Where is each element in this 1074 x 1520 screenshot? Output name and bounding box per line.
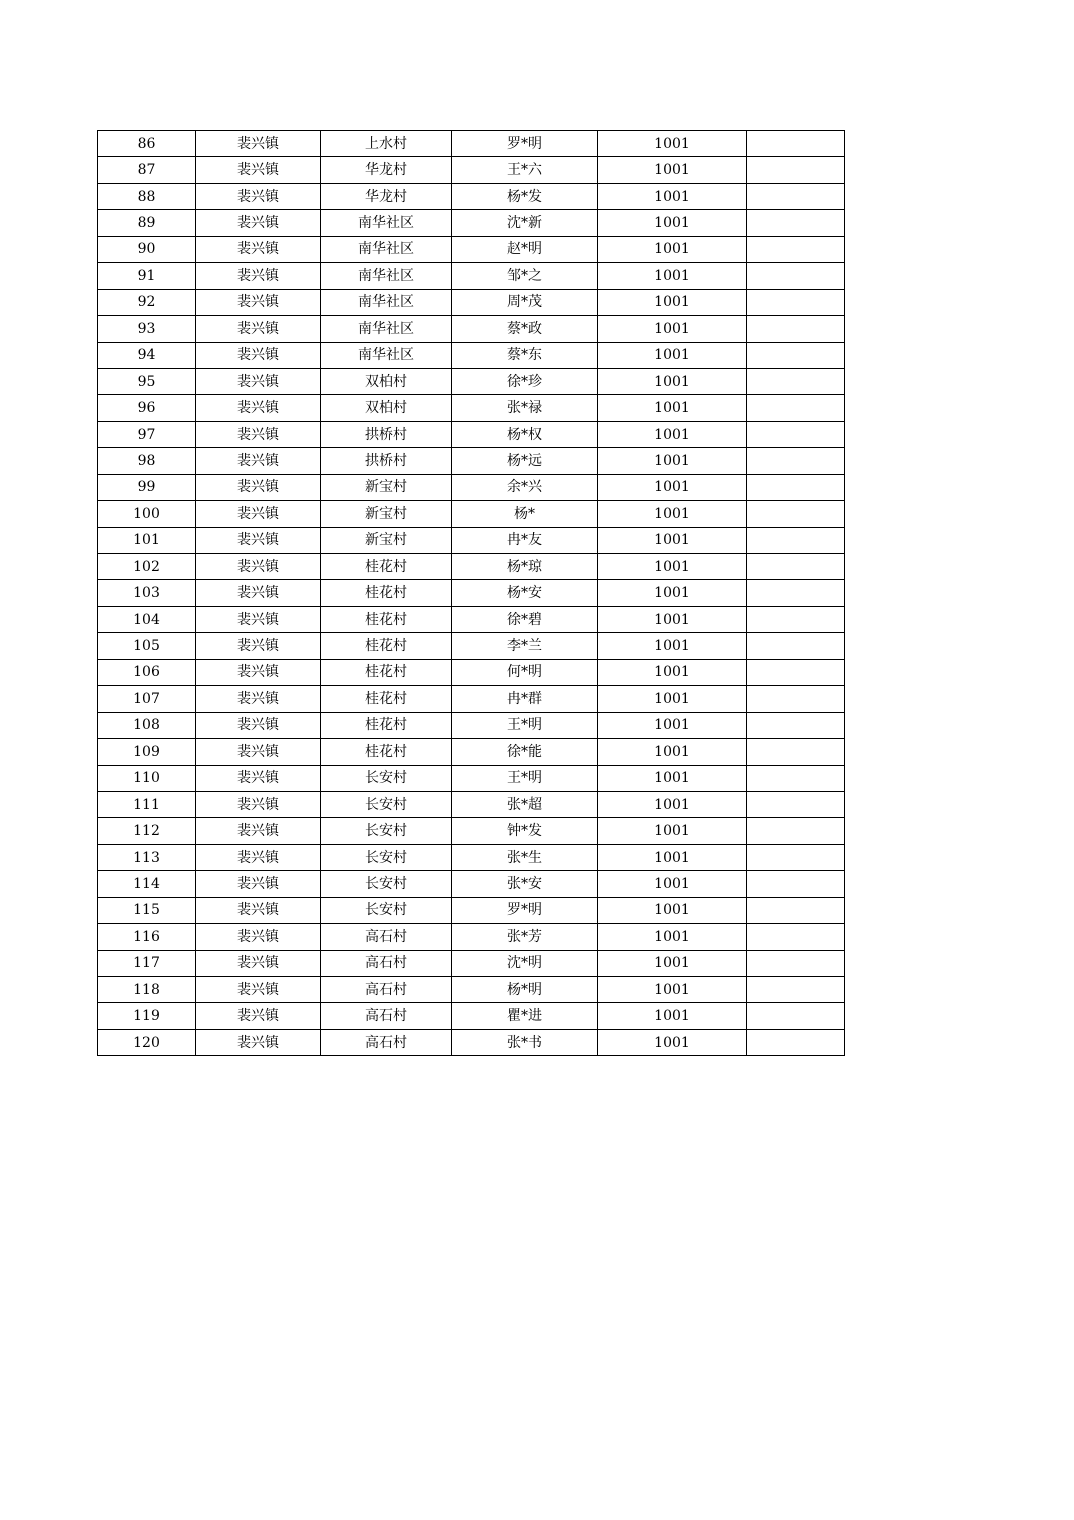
table-body: [98, 131, 845, 1056]
name-cell: 蔡*政: [452, 316, 598, 342]
remark-cell: [747, 739, 845, 765]
village-cell: 南华社区: [321, 342, 452, 368]
name-cell: 王*六: [452, 157, 598, 183]
name-cell: 张*安: [452, 871, 598, 897]
row-number-cell: 101: [98, 527, 196, 553]
town-cell: 裴兴镇: [196, 210, 321, 236]
remark-cell: [747, 791, 845, 817]
town-cell: 裴兴镇: [196, 739, 321, 765]
row-number-cell: 107: [98, 686, 196, 712]
village-cell: 长安村: [321, 818, 452, 844]
name-cell: 罗*明: [452, 131, 598, 157]
town-cell: 裴兴镇: [196, 157, 321, 183]
amount-cell: 1001: [598, 739, 747, 765]
table-row: [98, 554, 845, 580]
name-cell: 徐*能: [452, 739, 598, 765]
table-row: [98, 924, 845, 950]
name-cell: 邹*之: [452, 263, 598, 289]
name-cell: 罗*明: [452, 897, 598, 923]
village-cell: 长安村: [321, 844, 452, 870]
town-cell: 裴兴镇: [196, 1029, 321, 1055]
town-cell: 裴兴镇: [196, 950, 321, 976]
name-cell: 余*兴: [452, 474, 598, 500]
amount-cell: 1001: [598, 316, 747, 342]
row-number-cell: 92: [98, 289, 196, 315]
village-cell: 拱桥村: [321, 448, 452, 474]
amount-cell: 1001: [598, 791, 747, 817]
remark-cell: [747, 131, 845, 157]
town-cell: 裴兴镇: [196, 342, 321, 368]
village-cell: 长安村: [321, 791, 452, 817]
row-number-cell: 91: [98, 263, 196, 289]
town-cell: 裴兴镇: [196, 871, 321, 897]
row-number-cell: 114: [98, 871, 196, 897]
table-row: [98, 342, 845, 368]
amount-cell: 1001: [598, 395, 747, 421]
row-number-cell: 95: [98, 368, 196, 394]
village-cell: 长安村: [321, 871, 452, 897]
name-cell: 沈*明: [452, 950, 598, 976]
name-cell: 王*明: [452, 765, 598, 791]
town-cell: 裴兴镇: [196, 527, 321, 553]
table-row: [98, 421, 845, 447]
table-row: [98, 818, 845, 844]
village-cell: 新宝村: [321, 501, 452, 527]
village-cell: 南华社区: [321, 316, 452, 342]
remark-cell: [747, 421, 845, 447]
town-cell: 裴兴镇: [196, 818, 321, 844]
amount-cell: 1001: [598, 421, 747, 447]
row-number-cell: 109: [98, 739, 196, 765]
village-cell: 桂花村: [321, 659, 452, 685]
row-number-cell: 100: [98, 501, 196, 527]
name-cell: 张*生: [452, 844, 598, 870]
remark-cell: [747, 950, 845, 976]
village-cell: 桂花村: [321, 712, 452, 738]
village-cell: 双柏村: [321, 395, 452, 421]
name-cell: 杨*发: [452, 183, 598, 209]
remark-cell: [747, 818, 845, 844]
table-row: [98, 210, 845, 236]
name-cell: 蔡*东: [452, 342, 598, 368]
village-cell: 高石村: [321, 1003, 452, 1029]
remark-cell: [747, 263, 845, 289]
amount-cell: 1001: [598, 712, 747, 738]
town-cell: 裴兴镇: [196, 924, 321, 950]
row-number-cell: 93: [98, 316, 196, 342]
table-row: [98, 844, 845, 870]
name-cell: 李*兰: [452, 633, 598, 659]
amount-cell: 1001: [598, 871, 747, 897]
village-cell: 华龙村: [321, 157, 452, 183]
amount-cell: 1001: [598, 368, 747, 394]
amount-cell: 1001: [598, 977, 747, 1003]
table-row: [98, 977, 845, 1003]
amount-cell: 1001: [598, 924, 747, 950]
remark-cell: [747, 448, 845, 474]
name-cell: 周*茂: [452, 289, 598, 315]
village-cell: 高石村: [321, 924, 452, 950]
table-row: [98, 183, 845, 209]
remark-cell: [747, 554, 845, 580]
name-cell: 赵*明: [452, 236, 598, 262]
remark-cell: [747, 712, 845, 738]
remark-cell: [747, 633, 845, 659]
town-cell: 裴兴镇: [196, 474, 321, 500]
table-row: [98, 633, 845, 659]
amount-cell: 1001: [598, 765, 747, 791]
town-cell: 裴兴镇: [196, 448, 321, 474]
row-number-cell: 97: [98, 421, 196, 447]
row-number-cell: 94: [98, 342, 196, 368]
remark-cell: [747, 527, 845, 553]
amount-cell: 1001: [598, 897, 747, 923]
remark-cell: [747, 844, 845, 870]
amount-cell: 1001: [598, 474, 747, 500]
name-cell: 杨*安: [452, 580, 598, 606]
town-cell: 裴兴镇: [196, 183, 321, 209]
table-row: [98, 659, 845, 685]
row-number-cell: 105: [98, 633, 196, 659]
row-number-cell: 96: [98, 395, 196, 421]
name-cell: 张*芳: [452, 924, 598, 950]
town-cell: 裴兴镇: [196, 712, 321, 738]
amount-cell: 1001: [598, 844, 747, 870]
row-number-cell: 99: [98, 474, 196, 500]
town-cell: 裴兴镇: [196, 316, 321, 342]
village-cell: 南华社区: [321, 210, 452, 236]
remark-cell: [747, 210, 845, 236]
amount-cell: 1001: [598, 686, 747, 712]
village-cell: 高石村: [321, 950, 452, 976]
name-cell: 徐*珍: [452, 368, 598, 394]
town-cell: 裴兴镇: [196, 554, 321, 580]
name-cell: 杨*琼: [452, 554, 598, 580]
amount-cell: 1001: [598, 183, 747, 209]
remark-cell: [747, 474, 845, 500]
row-number-cell: 118: [98, 977, 196, 1003]
remark-cell: [747, 924, 845, 950]
row-number-cell: 113: [98, 844, 196, 870]
row-number-cell: 98: [98, 448, 196, 474]
remark-cell: [747, 1029, 845, 1055]
table-row: [98, 897, 845, 923]
data-table: [97, 130, 845, 1056]
town-cell: 裴兴镇: [196, 659, 321, 685]
amount-cell: 1001: [598, 131, 747, 157]
town-cell: 裴兴镇: [196, 686, 321, 712]
table-row: [98, 395, 845, 421]
remark-cell: [747, 395, 845, 421]
table-row: [98, 263, 845, 289]
row-number-cell: 102: [98, 554, 196, 580]
village-cell: 新宝村: [321, 527, 452, 553]
row-number-cell: 88: [98, 183, 196, 209]
village-cell: 长安村: [321, 897, 452, 923]
town-cell: 裴兴镇: [196, 606, 321, 632]
town-cell: 裴兴镇: [196, 236, 321, 262]
row-number-cell: 103: [98, 580, 196, 606]
town-cell: 裴兴镇: [196, 131, 321, 157]
remark-cell: [747, 289, 845, 315]
remark-cell: [747, 501, 845, 527]
village-cell: 桂花村: [321, 554, 452, 580]
town-cell: 裴兴镇: [196, 897, 321, 923]
town-cell: 裴兴镇: [196, 844, 321, 870]
remark-cell: [747, 1003, 845, 1029]
amount-cell: 1001: [598, 1003, 747, 1029]
village-cell: 长安村: [321, 765, 452, 791]
name-cell: 张*书: [452, 1029, 598, 1055]
village-cell: 桂花村: [321, 739, 452, 765]
table-row: [98, 131, 845, 157]
amount-cell: 1001: [598, 448, 747, 474]
remark-cell: [747, 871, 845, 897]
town-cell: 裴兴镇: [196, 289, 321, 315]
table-row: [98, 950, 845, 976]
village-cell: 桂花村: [321, 633, 452, 659]
table-row: [98, 157, 845, 183]
village-cell: 新宝村: [321, 474, 452, 500]
row-number-cell: 119: [98, 1003, 196, 1029]
table-row: [98, 289, 845, 315]
table-row: [98, 871, 845, 897]
amount-cell: 1001: [598, 659, 747, 685]
name-cell: 杨*权: [452, 421, 598, 447]
village-cell: 南华社区: [321, 289, 452, 315]
table-row: [98, 686, 845, 712]
amount-cell: 1001: [598, 580, 747, 606]
remark-cell: [747, 342, 845, 368]
town-cell: 裴兴镇: [196, 395, 321, 421]
remark-cell: [747, 686, 845, 712]
town-cell: 裴兴镇: [196, 368, 321, 394]
town-cell: 裴兴镇: [196, 580, 321, 606]
row-number-cell: 87: [98, 157, 196, 183]
name-cell: 冉*友: [452, 527, 598, 553]
amount-cell: 1001: [598, 633, 747, 659]
amount-cell: 1001: [598, 236, 747, 262]
amount-cell: 1001: [598, 950, 747, 976]
name-cell: 张*禄: [452, 395, 598, 421]
row-number-cell: 111: [98, 791, 196, 817]
table-row: [98, 236, 845, 262]
amount-cell: 1001: [598, 263, 747, 289]
amount-cell: 1001: [598, 157, 747, 183]
village-cell: 双柏村: [321, 368, 452, 394]
table-row: [98, 1003, 845, 1029]
town-cell: 裴兴镇: [196, 977, 321, 1003]
amount-cell: 1001: [598, 554, 747, 580]
village-cell: 桂花村: [321, 686, 452, 712]
table-row: [98, 316, 845, 342]
name-cell: 徐*碧: [452, 606, 598, 632]
remark-cell: [747, 659, 845, 685]
village-cell: 高石村: [321, 977, 452, 1003]
row-number-cell: 112: [98, 818, 196, 844]
remark-cell: [747, 368, 845, 394]
name-cell: 沈*新: [452, 210, 598, 236]
name-cell: 杨*明: [452, 977, 598, 1003]
village-cell: 桂花村: [321, 606, 452, 632]
amount-cell: 1001: [598, 289, 747, 315]
row-number-cell: 90: [98, 236, 196, 262]
row-number-cell: 108: [98, 712, 196, 738]
amount-cell: 1001: [598, 818, 747, 844]
name-cell: 何*明: [452, 659, 598, 685]
amount-cell: 1001: [598, 527, 747, 553]
town-cell: 裴兴镇: [196, 765, 321, 791]
amount-cell: 1001: [598, 1029, 747, 1055]
town-cell: 裴兴镇: [196, 1003, 321, 1029]
remark-cell: [747, 765, 845, 791]
row-number-cell: 115: [98, 897, 196, 923]
row-number-cell: 120: [98, 1029, 196, 1055]
town-cell: 裴兴镇: [196, 501, 321, 527]
village-cell: 南华社区: [321, 236, 452, 262]
name-cell: 冉*群: [452, 686, 598, 712]
row-number-cell: 110: [98, 765, 196, 791]
village-cell: 上水村: [321, 131, 452, 157]
table-row: [98, 474, 845, 500]
row-number-cell: 106: [98, 659, 196, 685]
town-cell: 裴兴镇: [196, 421, 321, 447]
name-cell: 杨*远: [452, 448, 598, 474]
town-cell: 裴兴镇: [196, 263, 321, 289]
village-cell: 拱桥村: [321, 421, 452, 447]
row-number-cell: 117: [98, 950, 196, 976]
remark-cell: [747, 316, 845, 342]
table-row: [98, 791, 845, 817]
amount-cell: 1001: [598, 606, 747, 632]
table-row: [98, 448, 845, 474]
remark-cell: [747, 606, 845, 632]
name-cell: 钟*发: [452, 818, 598, 844]
table-row: [98, 368, 845, 394]
remark-cell: [747, 236, 845, 262]
table-row: [98, 580, 845, 606]
name-cell: 杨*: [452, 501, 598, 527]
name-cell: 张*超: [452, 791, 598, 817]
table-row: [98, 765, 845, 791]
row-number-cell: 104: [98, 606, 196, 632]
remark-cell: [747, 897, 845, 923]
village-cell: 南华社区: [321, 263, 452, 289]
town-cell: 裴兴镇: [196, 791, 321, 817]
town-cell: 裴兴镇: [196, 633, 321, 659]
remark-cell: [747, 977, 845, 1003]
table-row: [98, 1029, 845, 1055]
amount-cell: 1001: [598, 342, 747, 368]
amount-cell: 1001: [598, 501, 747, 527]
amount-cell: 1001: [598, 210, 747, 236]
table-row: [98, 501, 845, 527]
remark-cell: [747, 157, 845, 183]
row-number-cell: 116: [98, 924, 196, 950]
village-cell: 华龙村: [321, 183, 452, 209]
table-row: [98, 739, 845, 765]
village-cell: 桂花村: [321, 580, 452, 606]
remark-cell: [747, 580, 845, 606]
name-cell: 王*明: [452, 712, 598, 738]
row-number-cell: 86: [98, 131, 196, 157]
table-row: [98, 606, 845, 632]
name-cell: 瞿*进: [452, 1003, 598, 1029]
table-row: [98, 712, 845, 738]
row-number-cell: 89: [98, 210, 196, 236]
village-cell: 高石村: [321, 1029, 452, 1055]
table-row: [98, 527, 845, 553]
remark-cell: [747, 183, 845, 209]
